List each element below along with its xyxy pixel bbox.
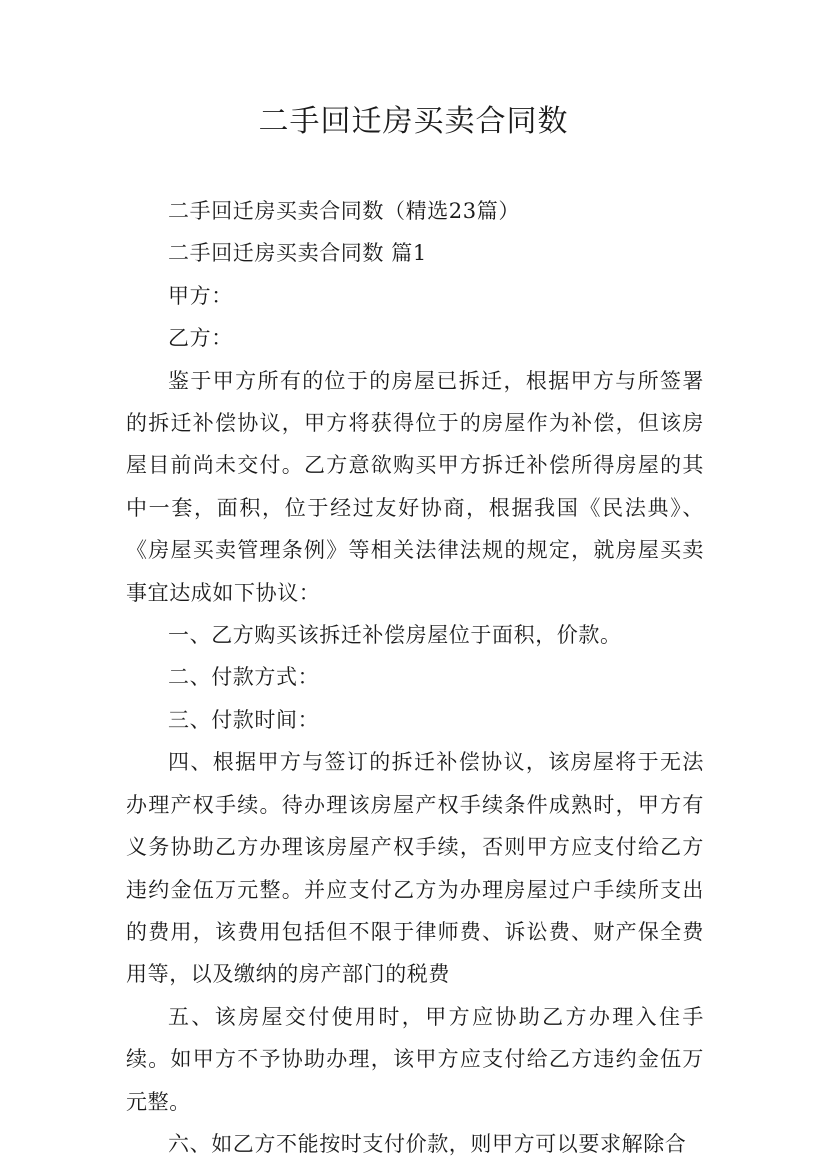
paragraph: 甲方：	[168, 283, 233, 308]
document-title: 二手回迁房买卖合同数	[258, 104, 569, 139]
paragraph: 二手回迁房买卖合同数（精选23篇）	[168, 199, 520, 223]
paragraph: 一、乙方购买该拆迁补偿房屋位于面积，价款。	[168, 623, 622, 648]
paragraph: 三、付款时间：	[168, 707, 320, 732]
paragraph: 五、该房屋交付使用时，甲方应协助乙方办理入住手续。如甲方不予协助办理，该甲方应支付给乙方违约金伍万元整。	[126, 1004, 704, 1114]
paragraph: 四、根据甲方与签订的拆迁补偿协议，该房屋将于无法办理产权手续。待办理该房屋产权手续条件成熟时，甲方有义务协助乙方办理该房屋产权手续，否则甲方应支付给乙方违约金伍万元整。并应支付乙方为办理房屋过户手续所支出的费用，该费用包括但不限于律师费、诉讼费、财产保全费用等，以及缴纳的房产部门的税费	[126, 750, 704, 987]
paragraph: 六、如乙方不能按时支付价款，则甲方可以要求解除合	[168, 1131, 687, 1156]
paragraph: 乙方：	[168, 326, 233, 351]
paragraph: 二、付款方式：	[168, 665, 320, 690]
document-body	[126, 190, 704, 1165]
paragraph: 二手回迁房买卖合同数 篇1	[168, 241, 427, 266]
paragraph: 鉴于甲方所有的位于的房屋已拆迁，根据甲方与所签署的拆迁补偿协议，甲方将获得位于的房屋作为补偿，但该房屋目前尚未交付。乙方意欲购买甲方拆迁补偿所得房屋的其中一套，面积，位于经过友好协商，根据我国《民法典》、《房屋买卖管理条例》等相关法律法规的规定，就房屋买卖事宜达成如下协议：	[126, 368, 704, 605]
